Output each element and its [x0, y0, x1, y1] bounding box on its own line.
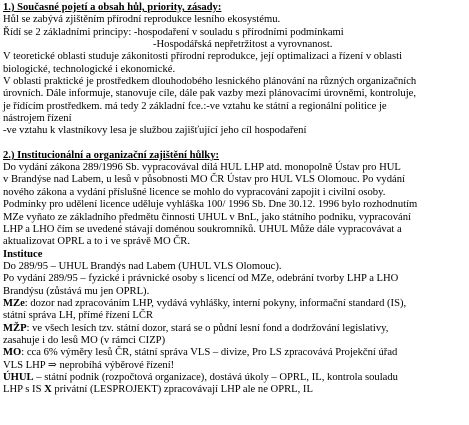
- document-page: [3, 2, 465, 397]
- entry-line: zasahuje i do lesů MO (v rámci CIZP): [3, 334, 166, 346]
- section-2-line: aktualizovat OPRL a to i ve správě MO ČR.: [3, 236, 191, 248]
- section-2-line: Podmínky pro udělení licence uděluje vyhláška 100/ 1996 Sb. Dne 30.12. 1996 bylo rozhodnutím: [3, 199, 418, 211]
- entry-text: – státní podnik (rozpočtová organizace), dostává úkoly – OPRL, IL, kontrola souladu: [33, 371, 398, 383]
- last-line: [3, 384, 465, 396]
- section-1-heading: 1.) Současné pojetí a obsah hůl, priority, zásady:: [3, 2, 222, 13]
- institution-line: Do 289/95 – UHUL Brandýs nad Labem (UHUL VLS Olomouc).: [3, 260, 282, 272]
- last-line-bold: X: [44, 384, 52, 396]
- entry-uhul: [3, 372, 465, 384]
- section-2-heading: 2.) Institucionální a organizační zajištění hůlky:: [3, 149, 220, 161]
- entry-label: MŽP: [3, 322, 27, 334]
- section-1-line: je řídícím prostředkem. má tedy 2 základní fce.:-ve vztahu ke státní a regionální politice je: [3, 100, 387, 112]
- section-1-line: -ve vztahu k vlastníkovy lesa je službou zajišťující jeho cíl hospodaření: [3, 125, 307, 137]
- section-1-line: nástrojem řízení: [3, 113, 72, 125]
- last-line-prefix: LHP s IS: [3, 384, 45, 396]
- section-2-line: nového zákona a vydání příslušné licence se mohlo do vypracování zapojit i civilní osoby.: [3, 186, 386, 198]
- section-1-line: Řídí se 2 základními principy: -hospodaření v souladu s přírodními podmínkami: [3, 26, 344, 38]
- section-2-line: MZe vyňato ze základního předmětu činnosti UHUL v BnL, jako státního podniku, vypracování: [3, 211, 411, 223]
- entry-mze: [3, 298, 465, 310]
- entry-text: : dozor nad zpracováním LHP, vydává vyhlášky, interní pokyny, informační standard (IS),: [24, 297, 407, 309]
- entry-label: ÚHUL: [3, 371, 34, 383]
- entry-mo: [3, 347, 465, 359]
- section-2-line: LHP a LHO čím se uvedené stávají doménou soukromníků. UHUL Může dále vypracovávat a: [3, 223, 402, 235]
- paragraph-gap: [3, 138, 465, 150]
- section-1-line: úrovních. Dále informuje, stanovuje cíle, dále pak vazby mezi plánovacími úrovněmi, kontroluje,: [3, 88, 417, 100]
- section-1-line: V oblasti praktické je prostředkem dlouhodobého lesnického plánování na různých organizačních: [3, 76, 417, 88]
- entry-line: státní správa LH, přímé řízení LČR: [3, 310, 154, 322]
- institution-line: Po vydání 289/95 – fyzické i právnické osoby s licencí od MZe, odebrání tvorby LHP a LHO: [3, 273, 399, 285]
- entry-text: : cca 6% výměry lesů ČR, státní správa VLS – divize, Pro LS zpracovává Projekční úřad: [21, 347, 398, 359]
- entry-line: VLS LHP ⇒ neprobíhá výběrové řízení!: [3, 359, 175, 371]
- section-1-line: -Hospodářská nepřetržitost a vyrovnanost.: [153, 39, 333, 51]
- section-1-line: biologické, technologické i ekonomické.: [3, 63, 176, 75]
- entry-text: : ve všech lesích tzv. státní dozor, stará se o půdní lesní fond a dodržování legislativy,: [26, 322, 389, 334]
- institution-line: Brandýsu (zůstává mu jen OPRL).: [3, 285, 150, 297]
- section-2-line: v Brandýse nad Labem, u lesů v působnosti MO ČR Ústav pro HUL VLS Olomouc. Po vydání: [3, 174, 405, 186]
- entry-label: MZe: [3, 297, 25, 309]
- entry-mzp: [3, 323, 465, 335]
- section-1-line: V teoretické oblasti studuje zákonitosti přírodní reprodukce, její optimalizaci a řízení v oblasti: [3, 51, 403, 63]
- entry-label: MO: [3, 347, 22, 359]
- section-1-line: Hůl se zabývá zjištěním přírodní reprodukce lesního ekosystému.: [3, 14, 281, 26]
- institutions-heading: Instituce: [3, 248, 43, 260]
- last-line-suffix: privátní (LESPROJEKT) zpracovávají LHP ale ne OPRL, IL: [51, 384, 313, 396]
- section-2-line: Do vydání zákona 289/1996 Sb. vypracovával dílá HUL LHP atd. monopolně Ústav pro HUL: [3, 162, 401, 174]
